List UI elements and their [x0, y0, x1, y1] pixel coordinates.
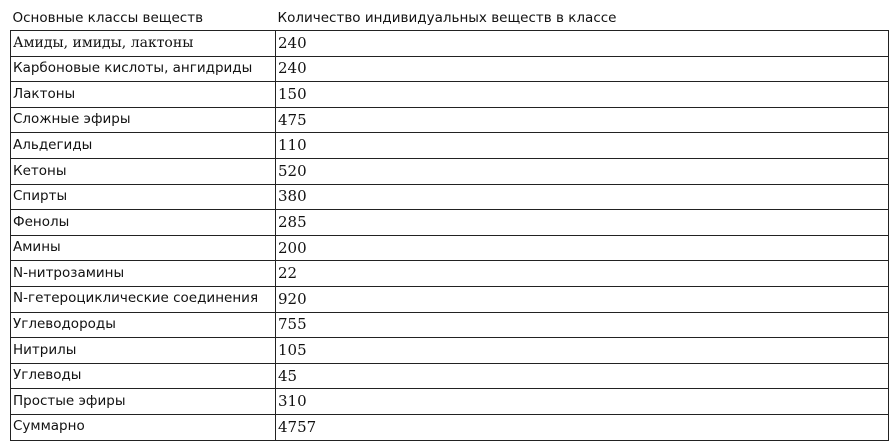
table-row — [11, 210, 889, 236]
substance-classes-table — [10, 8, 889, 441]
table-row — [11, 389, 889, 415]
table-row — [11, 286, 889, 312]
cell-class: Сложные эфиры — [11, 107, 276, 133]
cell-count: 105 — [276, 338, 889, 364]
table-row — [11, 56, 889, 82]
cell-count: 380 — [276, 184, 889, 210]
cell-class: Нитрилы — [11, 338, 276, 364]
cell-count: 285 — [276, 210, 889, 236]
table-row — [11, 82, 889, 108]
cell-class: Альдегиды — [11, 133, 276, 159]
table-row — [11, 312, 889, 338]
cell-count: 110 — [276, 133, 889, 159]
cell-class: Кетоны — [11, 158, 276, 184]
cell-class: Углеводороды — [11, 312, 276, 338]
cell-count: 200 — [276, 235, 889, 261]
table-row — [11, 31, 889, 57]
header-count: Количество индивидуальных веществ в классе — [277, 10, 617, 27]
cell-class: Фенолы — [11, 210, 276, 236]
table-row — [11, 184, 889, 210]
cell-count: 45 — [276, 363, 889, 389]
cell-class: N-гетероциклические соединения — [11, 286, 276, 312]
table-row — [11, 158, 889, 184]
cell-class: Карбоновые кислоты, ангидриды — [11, 56, 276, 82]
cell-count: 150 — [276, 82, 889, 108]
cell-count: 755 — [276, 312, 889, 338]
substance-classes-table-container — [10, 8, 888, 441]
cell-count: 920 — [276, 286, 889, 312]
cell-count: 240 — [276, 56, 889, 82]
table-row — [11, 338, 889, 364]
table-row — [11, 235, 889, 261]
cell-count: 475 — [276, 107, 889, 133]
table-row — [11, 133, 889, 159]
table-row-total — [11, 414, 889, 440]
cell-class: Лактоны — [11, 82, 276, 108]
cell-count: 520 — [276, 158, 889, 184]
table-row — [11, 363, 889, 389]
cell-class: Углеводы — [11, 363, 276, 389]
cell-count: 22 — [276, 261, 889, 287]
table-row — [11, 261, 889, 287]
table-header-row — [11, 8, 889, 31]
cell-class-total: Суммарно — [11, 414, 276, 440]
cell-class: N-нитрозамины — [11, 261, 276, 287]
cell-class: Амиды, имиды, лактоны — [11, 31, 276, 57]
cell-count: 240 — [276, 31, 889, 57]
cell-class: Простые эфиры — [11, 389, 276, 415]
header-class: Основные классы веществ — [12, 10, 204, 27]
cell-class: Амины — [11, 235, 276, 261]
cell-class: Спирты — [11, 184, 276, 210]
cell-count-total: 4757 — [276, 414, 889, 440]
cell-count: 310 — [276, 389, 889, 415]
table-row — [11, 107, 889, 133]
